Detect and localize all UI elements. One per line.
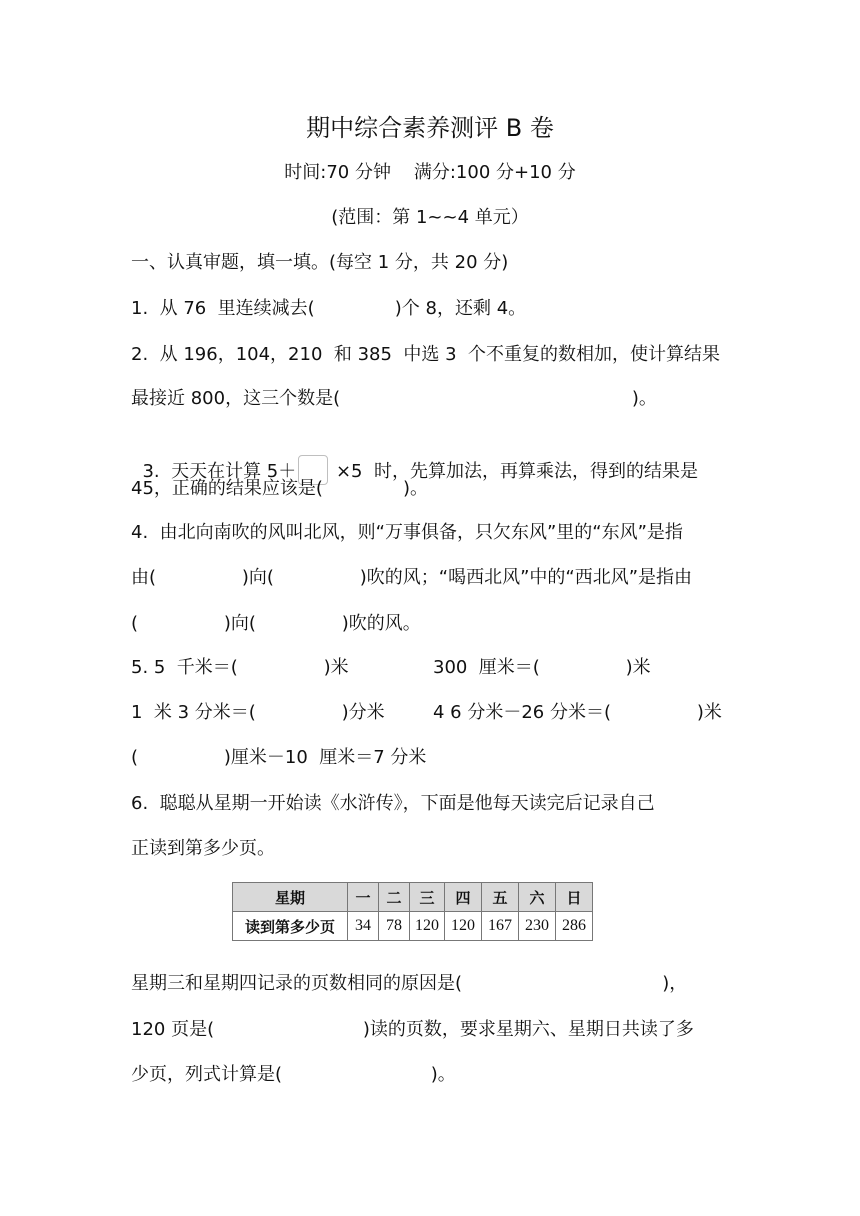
question-5-row-2-a: 1 米 3 分米＝( )分米 bbox=[131, 702, 385, 723]
question-5-row-2-b: 4 6 分米－26 分米＝( )米 bbox=[433, 702, 722, 723]
question-6-after-3: 少页，列式计算是( )。 bbox=[131, 1064, 456, 1085]
table-page-cell: 230 bbox=[519, 912, 556, 941]
table-page-cell: 78 bbox=[379, 912, 410, 941]
question-3-line-2: 45，正确的结果应该是( )。 bbox=[131, 478, 429, 499]
question-6-line-1: 6. 聪聪从星期一开始读《水浒传》，下面是他每天读完后记录自己 bbox=[131, 793, 655, 814]
question-6-after-1: 星期三和星期四记录的页数相同的原因是( )， bbox=[131, 973, 688, 994]
question-3-text-after: ×5 时，先算加法，再算乘法，得到的结果是 bbox=[330, 461, 698, 482]
table-pages-row bbox=[233, 912, 593, 941]
table-day-cell: 六 bbox=[519, 883, 556, 912]
table-row-label: 读到第多少页 bbox=[233, 912, 348, 941]
question-4-line-1: 4. 由北向南吹的风叫北风，则“万事俱备，只欠东风”里的“东风”是指 bbox=[131, 522, 683, 543]
reading-table bbox=[232, 882, 593, 941]
question-4-line-2: 由( )向( )吹的风；“喝西北风”中的“西北风”是指由 bbox=[131, 567, 693, 588]
question-4-line-3: ( )向( )吹的风。 bbox=[131, 613, 421, 634]
question-1: 1. 从 76 里连续减去( )个 8，还剩 4。 bbox=[131, 298, 527, 319]
section-heading: 一、认真审题，填一填。(每空 1 分，共 20 分) bbox=[131, 252, 509, 273]
table-day-cell: 二 bbox=[379, 883, 410, 912]
table-page-cell: 286 bbox=[556, 912, 593, 941]
table-page-cell: 34 bbox=[348, 912, 379, 941]
question-6-line-2: 正读到第多少页。 bbox=[131, 838, 275, 859]
question-3-text-before: 3. 天天在计算 5＋ bbox=[142, 461, 297, 482]
question-5-row-1-a: 5. 5 千米＝( )米 bbox=[131, 657, 349, 678]
range-line: (范围：第 1~~4 单元） bbox=[331, 207, 529, 228]
table-day-cell: 四 bbox=[445, 883, 482, 912]
question-2-line-2: 最接近 800，这三个数是( )。 bbox=[131, 388, 657, 409]
table-page-cell: 167 bbox=[482, 912, 519, 941]
table-day-cell: 日 bbox=[556, 883, 593, 912]
question-6-after-2: 120 页是( )读的页数，要求星期六、星期日共读了多 bbox=[131, 1019, 694, 1040]
table-header-label: 星期 bbox=[233, 883, 348, 912]
page-title: 期中综合素养测评 B 卷 bbox=[306, 114, 554, 142]
table-day-cell: 五 bbox=[482, 883, 519, 912]
table-day-cell: 三 bbox=[410, 883, 445, 912]
table-page-cell: 120 bbox=[445, 912, 482, 941]
table-day-cell: 一 bbox=[348, 883, 379, 912]
table-header-row bbox=[233, 883, 593, 912]
question-5-row-3: ( )厘米－10 厘米＝7 分米 bbox=[131, 747, 427, 768]
question-5-row-1-b: 300 厘米＝( )米 bbox=[433, 657, 651, 678]
table-page-cell: 120 bbox=[410, 912, 445, 941]
time-score-line: 时间:70 分钟 满分:100 分+10 分 bbox=[284, 162, 576, 183]
question-2-line-1: 2. 从 196，104，210 和 385 中选 3 个不重复的数相加，使计算结果 bbox=[131, 344, 720, 365]
